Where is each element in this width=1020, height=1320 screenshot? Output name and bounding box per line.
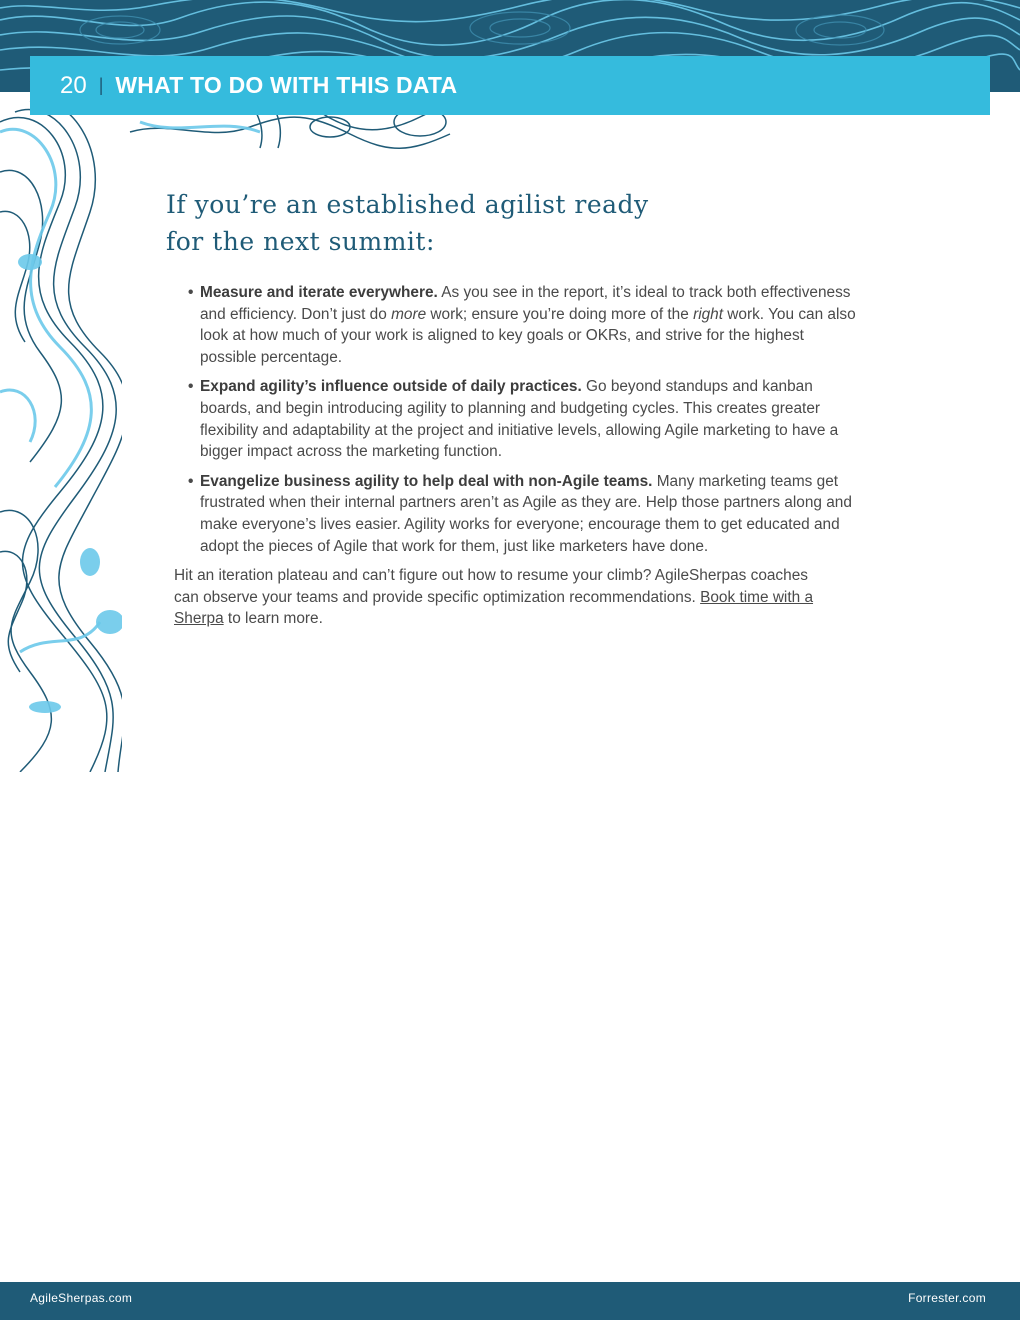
bullet-lead: Measure and iterate everywhere. bbox=[200, 284, 438, 301]
header-separator: | bbox=[98, 75, 104, 95]
list-item bbox=[188, 282, 856, 369]
closing-text: Hit an iteration plateau and can’t figure out how to resume your climb? AgileSherpas coaches can observe your teams and provide specific optimization recommendations. bbox=[174, 566, 808, 606]
page-heading: If you’re an established agilist ready for the next summit: bbox=[166, 190, 649, 256]
list-item bbox=[188, 376, 856, 463]
footer-bar bbox=[0, 1282, 1020, 1320]
bullet-text: As you see in the report, it’s ideal to track both effectiveness and efficiency. Don’t just do bbox=[200, 284, 851, 323]
header-bar bbox=[30, 56, 990, 115]
page-number: 20 bbox=[60, 71, 87, 99]
bullet-lead: Evangelize business agility to help deal with non-Agile teams. bbox=[200, 472, 653, 490]
book-sherpa-link[interactable]: Book time with a Sherpa bbox=[174, 588, 814, 628]
main-content bbox=[166, 186, 856, 630]
recommendation-list bbox=[188, 282, 856, 557]
bullet-icon: • bbox=[188, 378, 194, 396]
bullet-text: work. You can also look at how much of your work is aligned to key goals or OKRs, and strive for the highest possible percentage. bbox=[200, 305, 856, 367]
footer-forrester-link[interactable]: Forrester.com bbox=[908, 1291, 986, 1305]
footer-agilesherpas-link[interactable]: AgileSherpas.com bbox=[30, 1291, 133, 1305]
bullet-text: Go beyond standups and kanban boards, and begin introducing agility to planning and budgeting cycles. This creates greater flexibility and adaptability at the project and initiative levels, allowing Agile marketing to have a bigger impact across the marketing function. bbox=[200, 378, 839, 461]
bullet-emphasis: right bbox=[693, 305, 724, 323]
bullet-text: Many marketing teams get frustrated when their internal partners aren’t as Agile as they are. Help those partners along and make everyone’s lives easier. Agility works for everyone; encourage them to get educated and adopt the pieces of Agile that work for them, just like marketers have done. bbox=[200, 472, 852, 555]
list-item bbox=[188, 471, 856, 558]
section-title: WHAT TO DO WITH THIS DATA bbox=[115, 72, 458, 98]
bullet-icon: • bbox=[188, 284, 194, 301]
closing-paragraph bbox=[174, 565, 834, 630]
bullet-icon: • bbox=[188, 472, 194, 490]
bullet-text: work; ensure you’re doing more of the bbox=[426, 305, 694, 323]
closing-tail: to learn more. bbox=[223, 610, 323, 628]
bullet-lead: Expand agility’s influence outside of daily practices. bbox=[200, 378, 582, 396]
bullet-emphasis: more bbox=[391, 305, 427, 323]
